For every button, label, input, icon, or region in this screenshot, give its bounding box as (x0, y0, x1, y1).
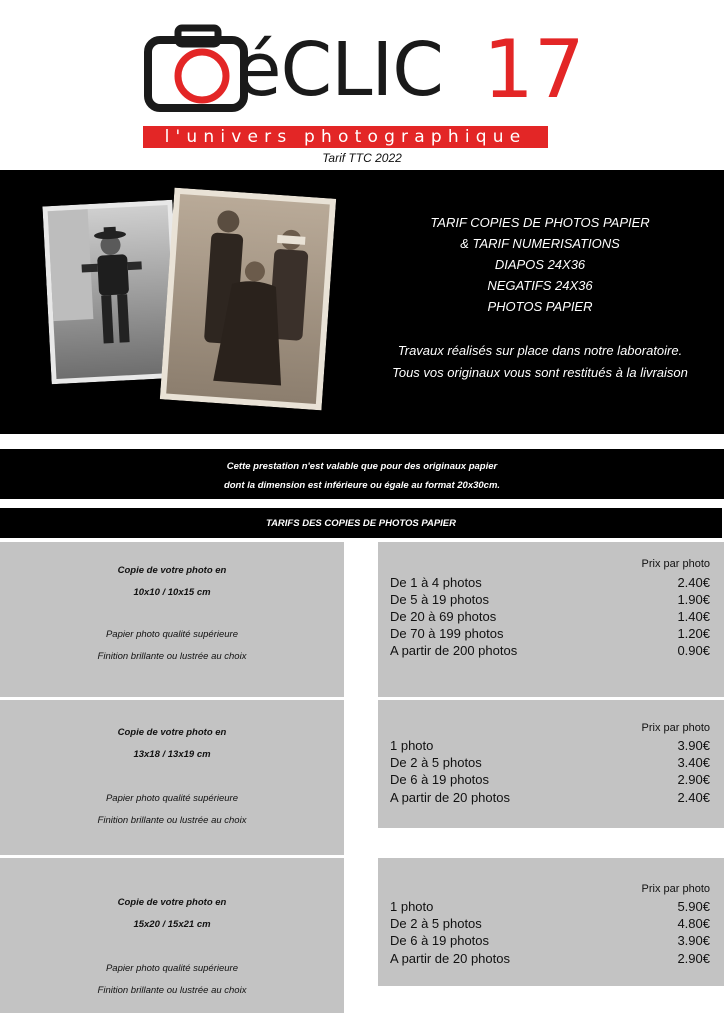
price-value: 0.90€ (677, 643, 710, 658)
price-label: De 6 à 19 photos (390, 772, 490, 787)
price-value: 2.90€ (677, 772, 710, 787)
notice-line: dont la dimension est inférieure ou égale au format 20x30cm. (223, 480, 501, 491)
price-row (390, 738, 710, 755)
hero-line: PHOTOS PAPIER (487, 299, 593, 314)
hero-note-line: Tous vos originaux vous sont restitués à la livraison (392, 365, 688, 380)
offer-paper: Papier photo qualité supérieure (105, 629, 239, 640)
price-row (390, 790, 710, 807)
vintage-photo-family (160, 188, 336, 411)
hero-services (370, 212, 710, 317)
price-header: Prix par photo (641, 558, 710, 570)
price-row (390, 609, 710, 626)
hero-line: NEGATIFS 24X36 (487, 278, 593, 293)
offer-finish: Finition brillante ou lustrée au choix (97, 985, 247, 996)
offer-title: Copie de votre photo en (117, 897, 227, 908)
hero-line: DIAPOS 24X36 (494, 257, 586, 272)
price-table (378, 542, 724, 697)
price-value: 2.40€ (677, 575, 710, 590)
brand-number: 17 (483, 23, 585, 116)
price-label: A partir de 200 photos (390, 643, 518, 658)
price-label: A partir de 20 photos (390, 790, 510, 805)
offer-size: 15x20 / 15x21 cm (133, 919, 211, 930)
notice-line: Cette prestation n'est valable que pour des originaux papier (226, 461, 498, 472)
price-value: 2.40€ (677, 790, 710, 805)
hero-banner (0, 170, 724, 434)
price-label: A partir de 20 photos (390, 951, 510, 966)
offer-title: Copie de votre photo en (117, 565, 227, 576)
price-label: 1 photo (390, 899, 434, 914)
header (0, 0, 724, 170)
price-row (390, 951, 710, 968)
price-row (390, 899, 710, 916)
offer-row (0, 858, 724, 1013)
brand-logo (140, 22, 585, 122)
offer-paper: Papier photo qualité supérieure (105, 793, 239, 804)
hero-line: & TARIF NUMERISATIONS (460, 236, 620, 251)
validity-notice (0, 449, 724, 499)
offer-row (0, 700, 724, 855)
price-label: De 2 à 5 photos (390, 916, 482, 931)
price-row (390, 916, 710, 933)
offer-description (0, 858, 344, 1013)
price-label: De 1 à 4 photos (390, 575, 482, 590)
price-label: De 2 à 5 photos (390, 755, 482, 770)
price-header: Prix par photo (641, 722, 710, 734)
price-row (390, 575, 710, 592)
hero-note (360, 340, 720, 384)
price-label: De 20 à 69 photos (390, 609, 497, 624)
price-value: 1.40€ (677, 609, 710, 624)
price-label: 1 photo (390, 738, 434, 753)
vintage-photo-child (42, 200, 181, 385)
price-label: De 5 à 19 photos (390, 592, 490, 607)
price-value: 5.90€ (677, 899, 710, 914)
price-row (390, 643, 710, 660)
price-table (378, 858, 724, 986)
section-title: TARIFS DES COPIES DE PHOTOS PAPIER (0, 508, 722, 538)
price-value: 1.90€ (677, 592, 710, 607)
hero-line: TARIF COPIES DE PHOTOS PAPIER (430, 215, 650, 230)
offer-size: 10x10 / 10x15 cm (133, 587, 211, 598)
price-value: 3.40€ (677, 755, 710, 770)
page-subtitle: Tarif TTC 2022 (322, 151, 402, 165)
brand-word: éCLIC (236, 27, 443, 113)
price-value: 3.90€ (677, 738, 710, 753)
offer-finish: Finition brillante ou lustrée au choix (97, 815, 247, 826)
offer-paper: Papier photo qualité supérieure (105, 963, 239, 974)
price-value: 3.90€ (677, 933, 710, 948)
price-label: De 70 à 199 photos (390, 626, 504, 641)
price-label: De 6 à 19 photos (390, 933, 490, 948)
price-table (378, 700, 724, 828)
price-row (390, 772, 710, 789)
hero-note-line: Travaux réalisés sur place dans notre laboratoire. (397, 343, 683, 358)
offer-title: Copie de votre photo en (117, 727, 227, 738)
price-value: 2.90€ (677, 951, 710, 966)
price-header: Prix par photo (641, 883, 710, 895)
price-row (390, 592, 710, 609)
offer-row (0, 542, 724, 697)
price-row (390, 626, 710, 643)
price-value: 1.20€ (677, 626, 710, 641)
brand-tagline: l'univers photographique (143, 126, 548, 148)
price-row (390, 933, 710, 950)
price-row (390, 755, 710, 772)
offer-size: 13x18 / 13x19 cm (133, 749, 211, 760)
offer-finish: Finition brillante ou lustrée au choix (97, 651, 247, 662)
offer-description (0, 542, 344, 697)
offer-description (0, 700, 344, 855)
price-value: 4.80€ (677, 916, 710, 931)
